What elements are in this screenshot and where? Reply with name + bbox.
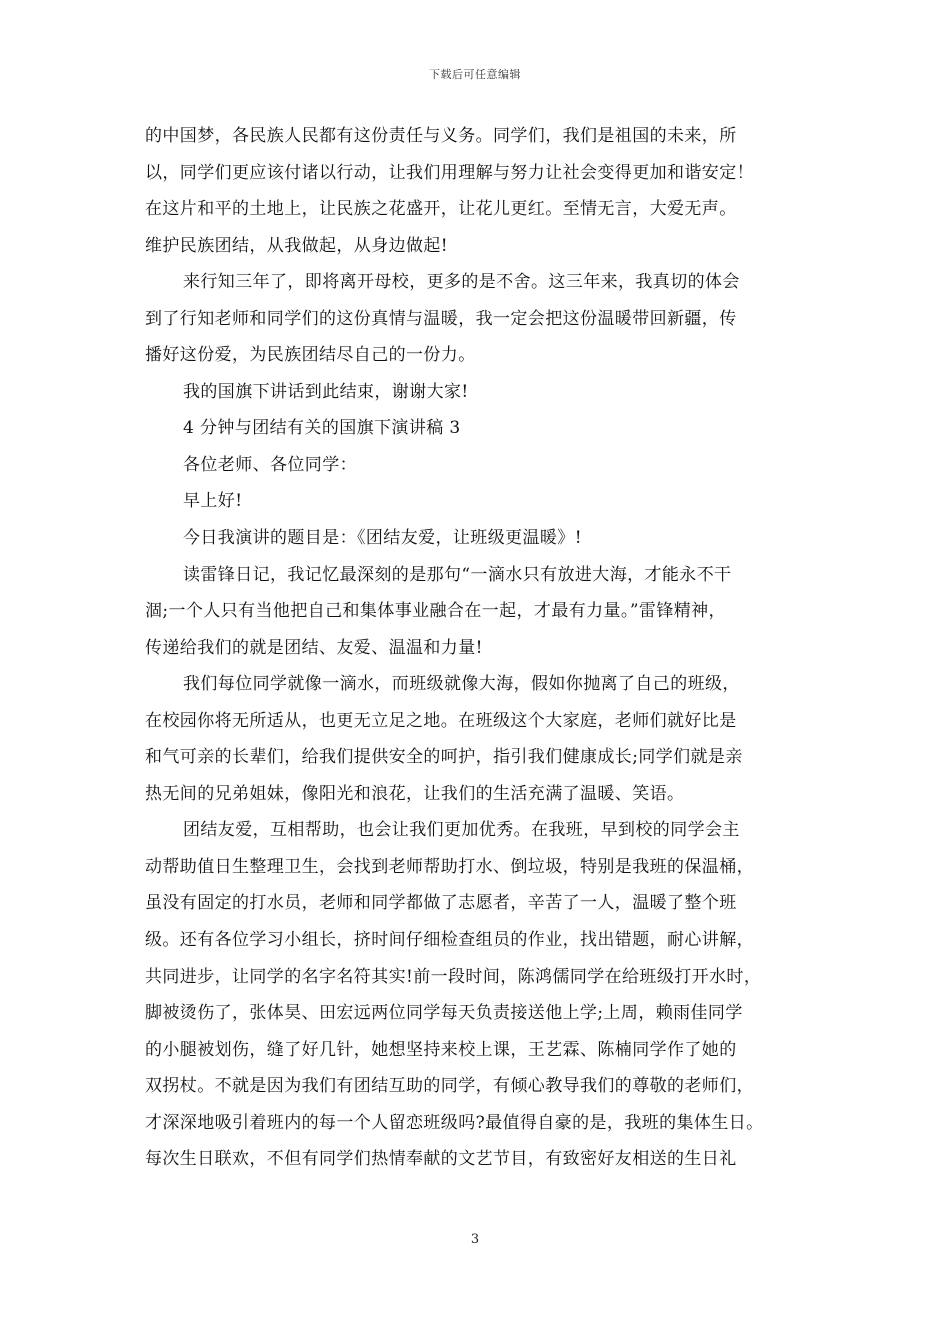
text-line: 今日我演讲的题目是：《团结友爱，让班级更温暖》! — [183, 528, 582, 549]
text-line: 涸;一个人只有当他把自己和集体事业融合在一起，才最有力量。”雷锋精神， — [145, 601, 726, 622]
text-line: 团结友爱，互相帮助，也会让我们更加优秀。在我班，早到校的同学会主 — [183, 820, 740, 841]
text-line: 各位老师、各位同学： — [183, 454, 357, 475]
text-line: 每次生日联欢，不但有同学们热情奉献的文艺节目，有致密好友相送的生日礼 — [145, 1149, 737, 1170]
text-line: 维护民族团结，从我做起，从身边做起! — [145, 235, 449, 256]
text-line: 才深深地吸引着班内的每一个人留恋班级吗?最值得自豪的是，我班的集体生日。 — [145, 1112, 764, 1133]
text-line: 级。还有各位学习小组长，挤时间仔细检查组员的作业，找出错题，耐心讲解， — [145, 930, 754, 951]
text-line: 读雷锋日记，我记忆最深刻的是那句“一滴水只有放进大海，才能永不干 — [183, 564, 732, 585]
text-line: 在校园你将无所适从，也更无立足之地。在班级这个大家庭，老师们就好比是 — [145, 710, 737, 731]
text-line: 热无间的兄弟姐妹，像阳光和浪花，让我们的生活充满了温暖、笑语。 — [145, 783, 685, 804]
text-line: 在这片和平的土地上，让民族之花盛开，让花儿更红。至情无言，大爱无声。 — [145, 199, 737, 220]
text-line: 和气可亲的长辈们，给我们提供安全的呵护，指引我们健康成长;同学们就是亲 — [145, 747, 743, 768]
text-line: 到了行知老师和同学们的这份真情与温暖，我一定会把这份温暖带回新疆，传 — [145, 308, 737, 329]
text-line: 传递给我们的就是团结、友爱、温温和力量! — [145, 637, 483, 658]
text-line: 我们每位同学就像一滴水，而班级就像大海，假如你抛离了自己的班级， — [183, 674, 740, 695]
text-line: 来行知三年了，即将离开母校，更多的是不舍。这三年来，我真切的体会 — [183, 272, 740, 293]
text-line: 双拐杖。不就是因为我们有团结互助的同学，有倾心教导我们的尊敬的老师们， — [145, 1076, 754, 1097]
text-line: 播好这份爱，为民族团结尽自己的一份力。 — [145, 345, 476, 366]
text-line: 早上好! — [183, 491, 243, 512]
text-line: 4 分钟与团结有关的国旗下演讲稿 3 — [183, 418, 461, 439]
text-line: 虽没有固定的打水员，老师和同学都做了志愿者，辛苦了一人，温暖了整个班 — [145, 893, 737, 914]
document-body — [145, 118, 809, 1178]
page-header: 下载后可任意编辑 — [429, 68, 521, 81]
text-line: 共同进步，让同学的名字名符其实!前一段时间，陈鸿儒同学在给班级打开水时， — [145, 966, 762, 987]
text-line: 的小腿被划伤，缝了好几针，她想坚持来校上课，王艺霖、陈楠同学作了她的 — [145, 1039, 737, 1060]
text-line: 我的国旗下讲话到此结束，谢谢大家! — [183, 381, 469, 402]
page-number: 3 — [470, 1232, 480, 1247]
text-line: 动帮助值日生整理卫生，会找到老师帮助打水、倒垃圾，特别是我班的保温桶， — [145, 856, 754, 877]
text-line: 的中国梦，各民族人民都有这份责任与义务。同学们，我们是祖国的未来，所 — [145, 126, 737, 146]
text-line: 脚被烫伤了，张体昊、田宏远两位同学每天负责接送他上学;上周，赖雨佳同学 — [145, 1003, 743, 1024]
text-line: 以，同学们更应该付诸以行动，让我们用理解与努力让社会变得更加和谐安定！ — [145, 162, 754, 183]
